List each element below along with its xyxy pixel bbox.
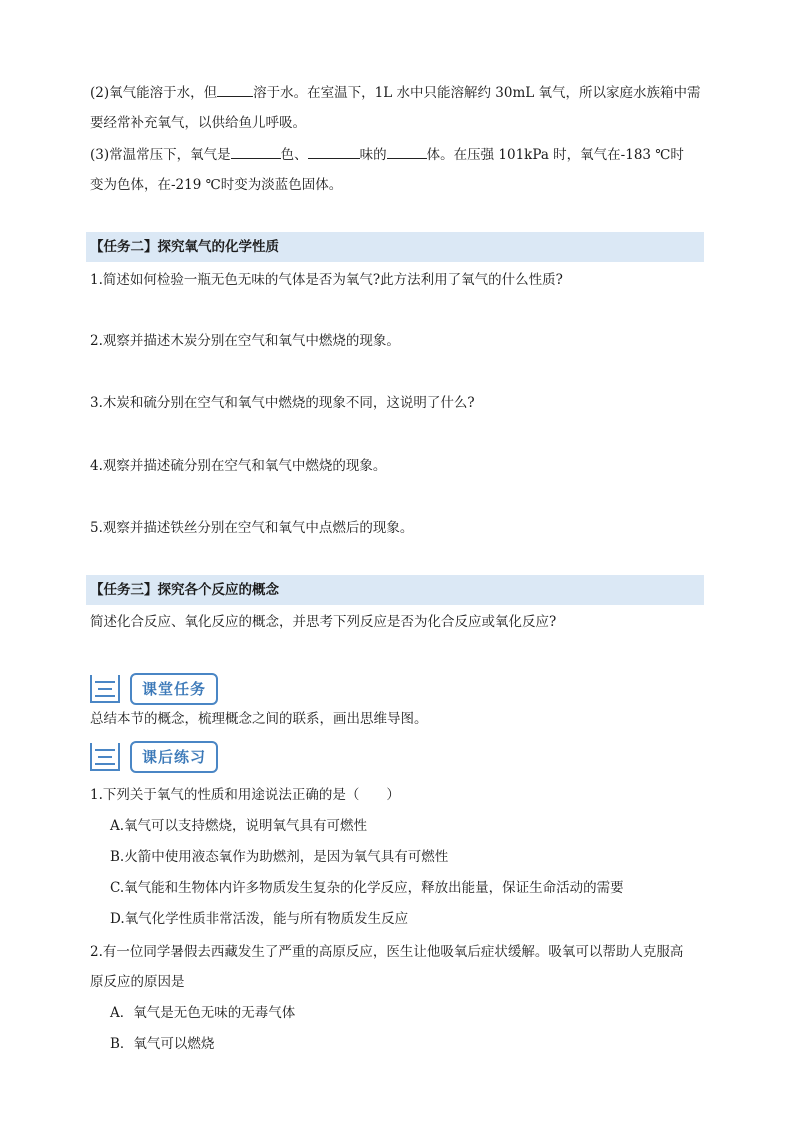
homework-section-label: 课后练习 [130,741,218,773]
task2-question-4: 4.观察并描述硫分别在空气和氧气中燃烧的现象。 [90,458,387,474]
text-segment: 味的 [359,147,387,163]
fill-blank[interactable] [308,144,360,159]
q1-option-a[interactable]: A.氧气可以支持燃烧，说明氧气具有可燃性 [110,818,368,834]
task3-header: 【任务三】探究各个反应的概念 [86,575,704,605]
task2-header: 【任务二】探究氧气的化学性质 [86,232,704,262]
task2-question-5: 5.观察并描述铁丝分别在空气和氧气中点燃后的现象。 [90,520,414,536]
task3-question-1: 简述化合反应、氧化反应的概念，并思考下列反应是否为化合反应或氧化反应? [90,614,557,630]
task2-question-2: 2.观察并描述木炭分别在空气和氧气中燃烧的现象。 [90,333,400,349]
fill-blank[interactable] [231,144,281,159]
q2-option-b[interactable]: B．氧气可以燃烧 [110,1036,215,1052]
physical-line-3-cont: 变为色体，在-219 ℃时变为淡蓝色固体。 [90,177,343,193]
task2-question-1: 1.简述如何检验一瓶无色无味的气体是否为氧气?此方法利用了氧气的什么性质? [90,272,563,288]
text-segment: 色、 [280,147,308,163]
section-list-icon [90,743,118,771]
fill-blank[interactable] [217,82,253,97]
physical-line-2-cont: 要经常补充氧气，以供给鱼儿呼吸。 [90,115,306,131]
text-segment: (2)氧气能溶于水，但 [90,85,218,101]
homework-question-1: 1.下列关于氧气的性质和用途说法正确的是（ ） [90,787,400,803]
classroom-task-text: 总结本节的概念，梳理概念之间的联系，画出思维导图。 [90,711,428,727]
homework-question-2-cont: 原反应的原因是 [90,974,185,990]
q1-option-c[interactable]: C.氧气能和生物体内许多物质发生复杂的化学反应，释放出能量，保证生命活动的需要 [110,880,624,896]
section-list-icon [90,675,118,703]
classroom-section-label: 课堂任务 [130,673,218,705]
physical-line-3 [90,144,684,165]
task2-question-3: 3.木炭和硫分别在空气和氧气中燃烧的现象不同，这说明了什么? [90,395,475,411]
q1-option-d[interactable]: D.氧气化学性质非常活泼，能与所有物质发生反应 [110,911,409,927]
physical-line-2 [90,82,701,103]
text-segment: 溶于水。在室温下，1L 水中只能溶解约 30mL 氧气，所以家庭水族箱中需 [253,85,701,101]
text-segment: 体。在压强 101kPa 时，氧气在-183 ℃时 [426,147,684,163]
fill-blank[interactable] [387,144,427,159]
classroom-section-header [90,672,218,706]
homework-question-2: 2.有一位同学暑假去西藏发生了严重的高原反应，医生让他吸氧后症状缓解。吸氧可以帮助人克服高 [90,944,684,960]
homework-section-header [90,740,218,774]
q1-option-b[interactable]: B.火箭中使用液态氧作为助燃剂，是因为氧气具有可燃性 [110,849,449,865]
text-segment: (3)常温常压下，氧气是 [90,147,231,163]
q2-option-a[interactable]: A．氧气是无色无味的无毒气体 [110,1005,296,1021]
